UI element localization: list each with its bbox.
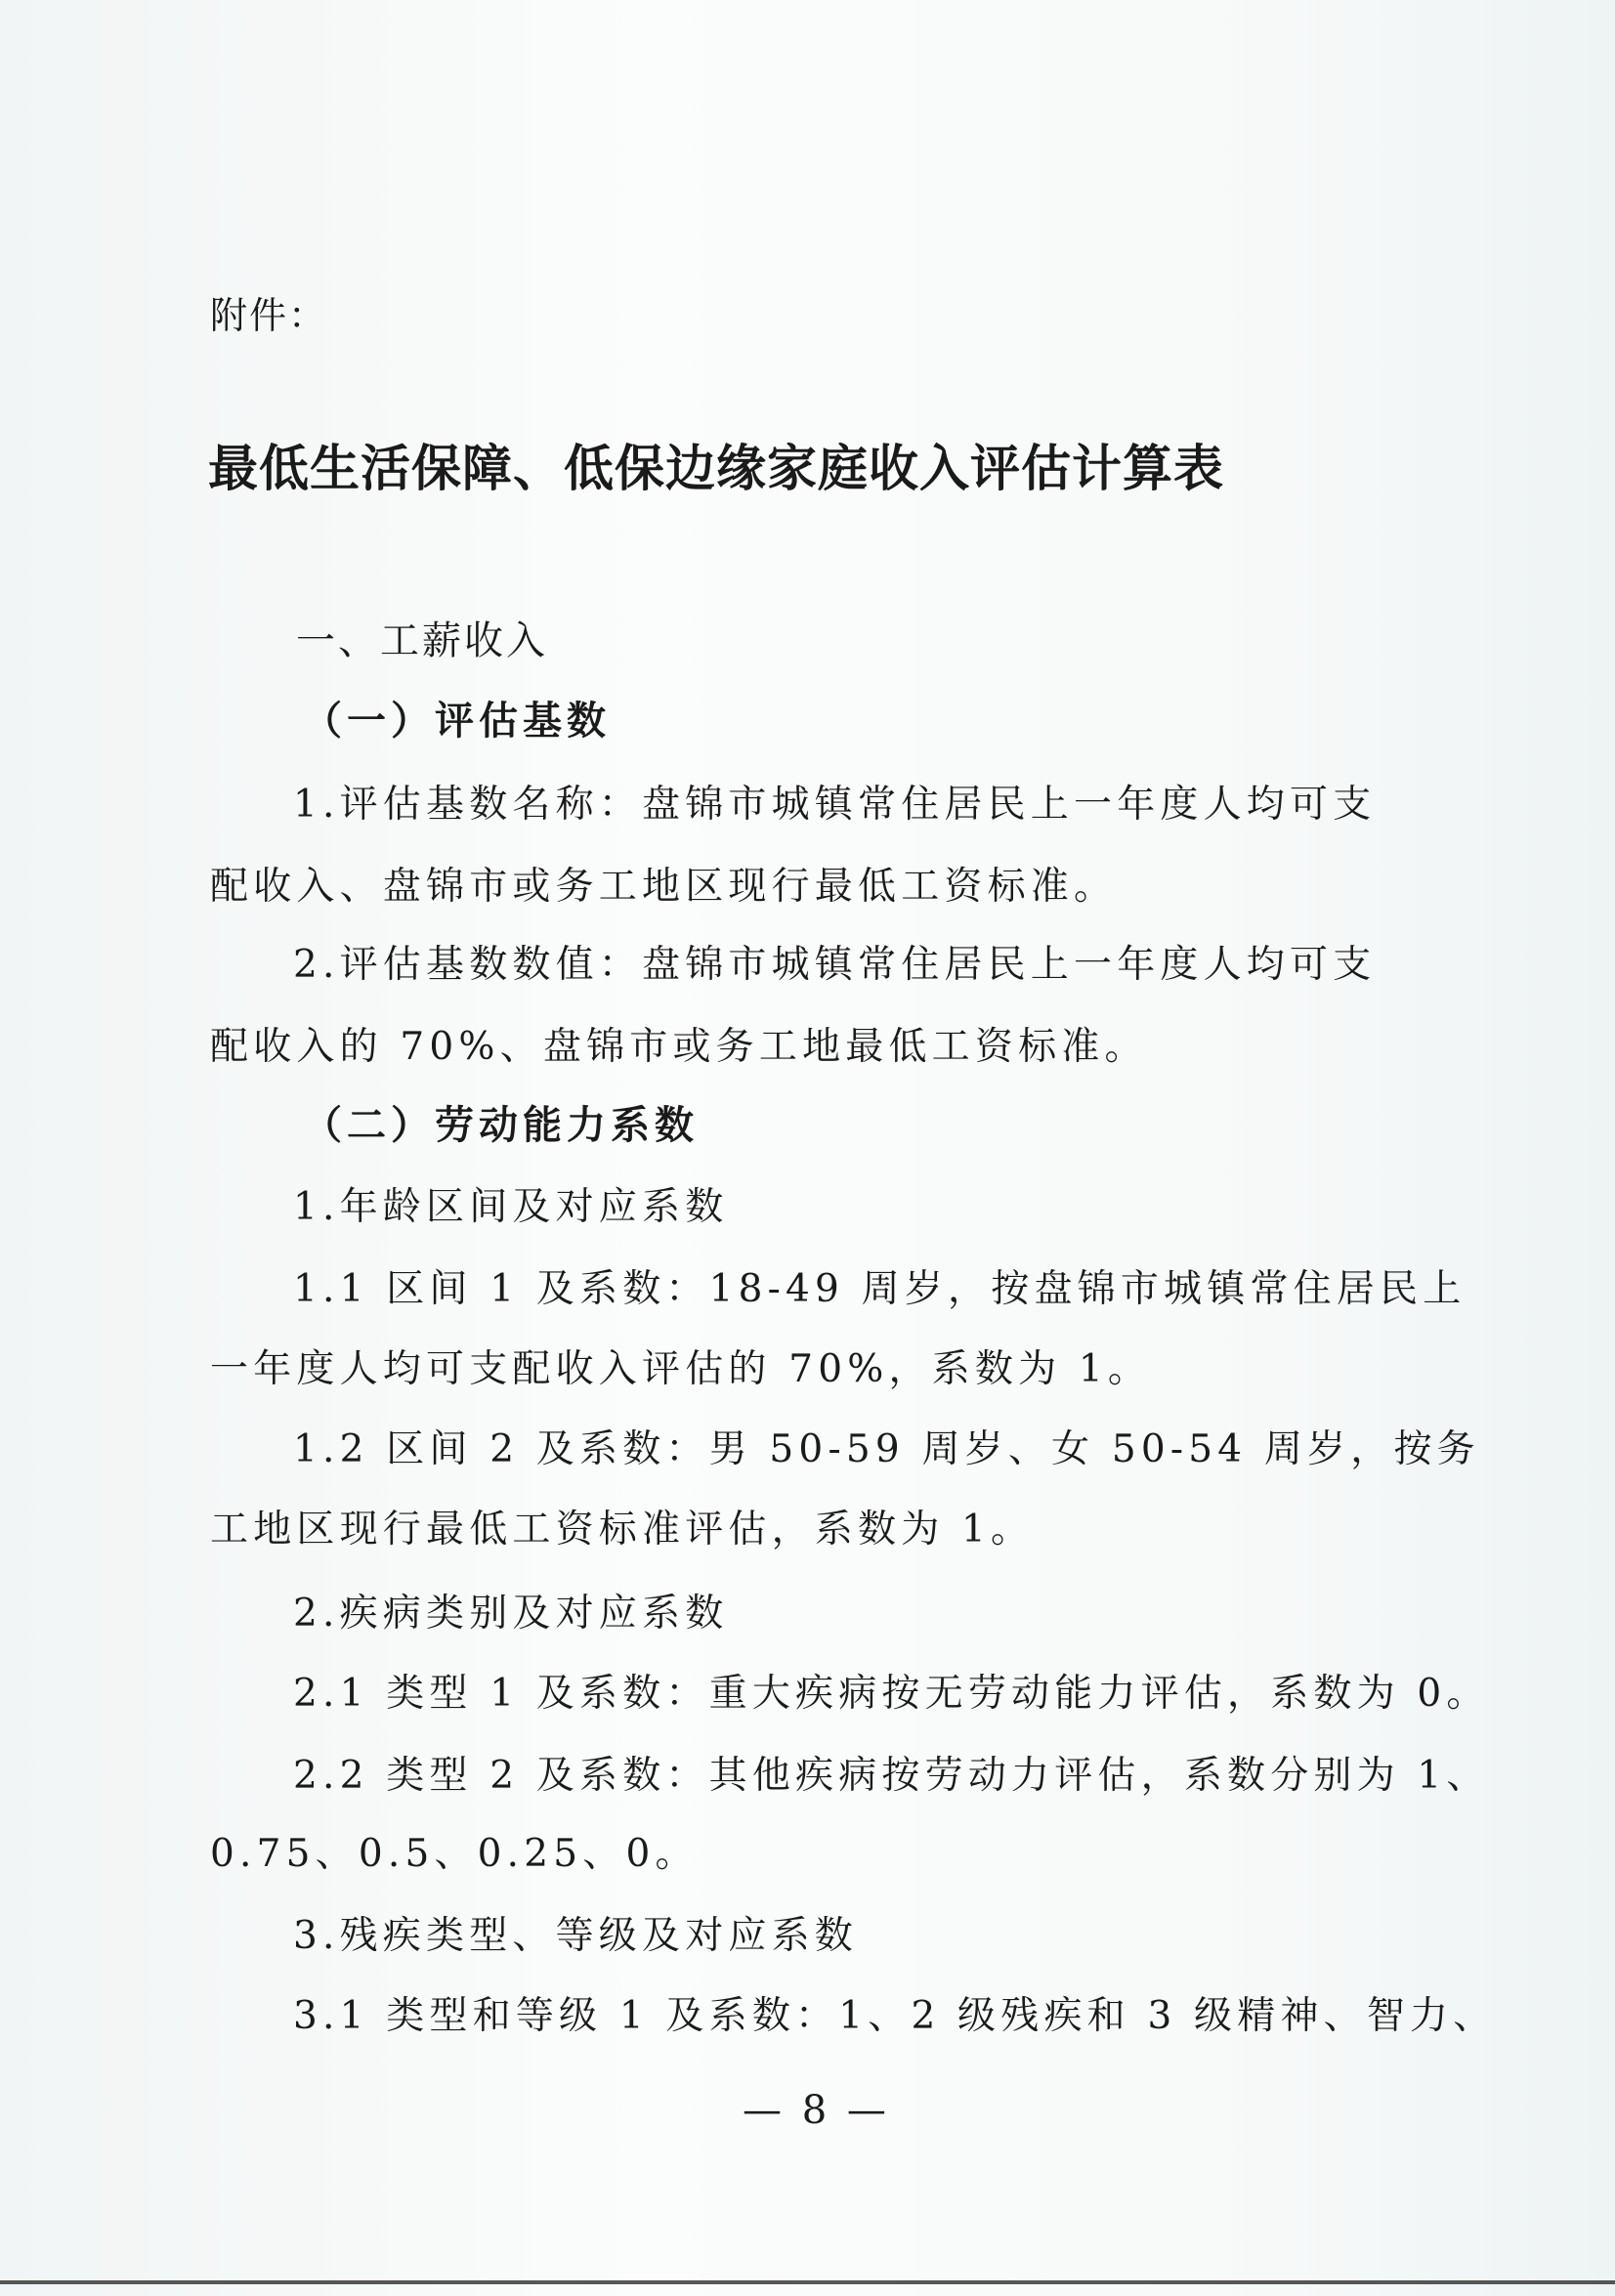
paragraph-line: 0.75、0.5、0.25、0。	[210, 1832, 699, 1876]
subsection-heading-labor: （二）劳动能力系数	[303, 1102, 699, 1148]
paragraph-line: 1.2 区间 2 及系数：男 50-59 周岁、女 50-54 周岁，按务	[293, 1427, 1480, 1471]
section-heading-wages: 一、工薪收入	[296, 618, 548, 663]
paragraph-line: 2.2 类型 2 及系数：其他疾病按劳动力评估，系数分别为 1、	[293, 1754, 1490, 1798]
subsection-heading-base: （一）评估基数	[303, 698, 611, 744]
paragraph-line: 1.年龄区间及对应系数	[293, 1185, 729, 1229]
scan-bottom-edge	[0, 2280, 1615, 2284]
paragraph-line: 工地区现行最低工资标准评估，系数为 1。	[210, 1508, 1035, 1552]
paragraph-line: 3.1 类型和等级 1 及系数：1、2 级残疾和 3 级精神、智力、	[293, 1994, 1497, 2038]
paragraph-line: 3.残疾类型、等级及对应系数	[293, 1914, 859, 1958]
paragraph-line: 2.评估基数数值：盘锦市城镇常住居民上一年度人均可支	[293, 943, 1377, 987]
paragraph-line: 1.评估基数名称：盘锦市城镇常住居民上一年度人均可支	[293, 783, 1377, 827]
document-title: 最低生活保障、低保边缘家庭收入评估计算表	[208, 440, 1225, 498]
paragraph-line: 1.1 区间 1 及系数：18-49 周岁，按盘锦市城镇常住居民上	[293, 1267, 1466, 1311]
paragraph-line: 一年度人均可支配收入评估的 70%，系数为 1。	[210, 1347, 1152, 1391]
paragraph-line: 配收入的 70%、盘锦市或务工地最低工资标准。	[210, 1025, 1148, 1069]
paragraph-line: 配收入、盘锦市或务工地区现行最低工资标准。	[210, 865, 1118, 909]
paragraph-line: 2.1 类型 1 及系数：重大疾病按无劳动能力评估，系数为 0。	[293, 1672, 1490, 1716]
page-number: — 8 —	[743, 2088, 890, 2133]
paragraph-line: 2.疾病类别及对应系数	[293, 1592, 729, 1636]
attachment-label: 附件：	[210, 294, 328, 337]
